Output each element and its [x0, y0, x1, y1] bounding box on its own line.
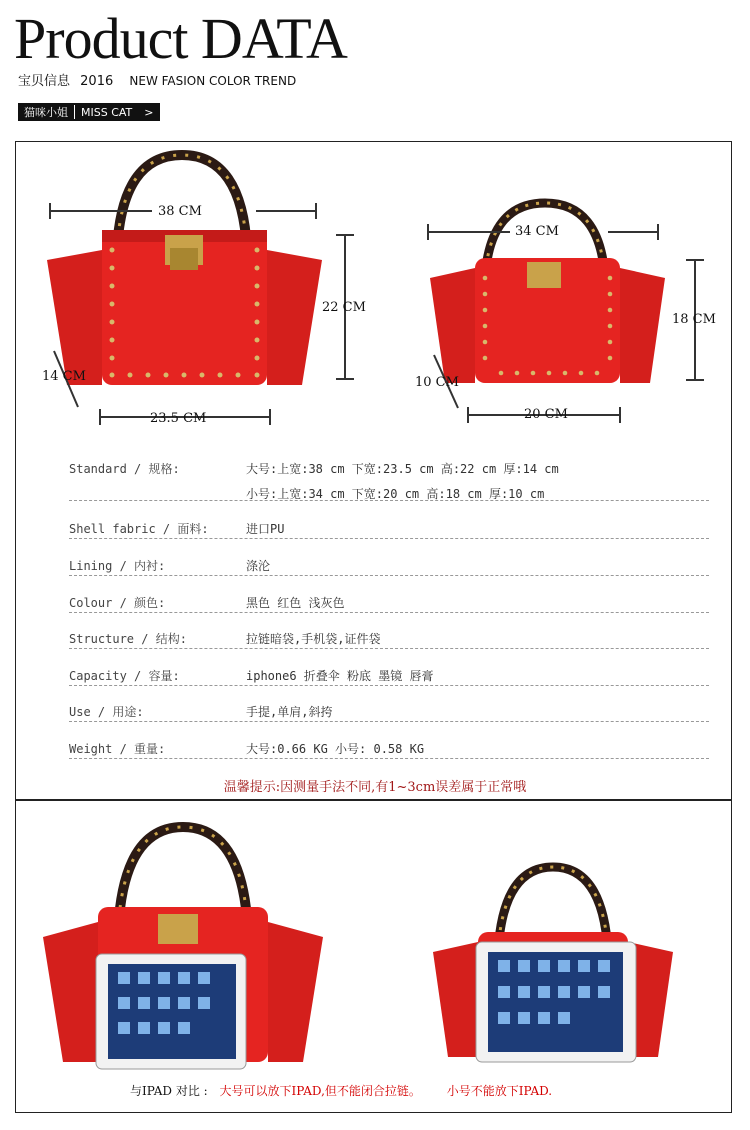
large-height-label: 22 CM	[322, 300, 366, 315]
large-width-label: 38 CM	[158, 204, 202, 219]
spec-row-colour	[69, 594, 709, 613]
subtitle-en: NEW FASION COLOR TREND	[129, 74, 297, 88]
ipad-comparison-note	[130, 1082, 552, 1099]
spec-value: 涤沦	[246, 559, 271, 573]
spec-label: Use / 用途:	[69, 705, 144, 719]
spec-label: Lining / 内衬:	[69, 559, 166, 573]
large-bag-ipad-image	[38, 822, 328, 1072]
spec-value: 大号:上宽:38 cm 下宽:23.5 cm 高:22 cm 厚:14 cm	[246, 462, 559, 476]
ipad-note-large: 大号可以放下IPAD,但不能闭合拉链。	[219, 1084, 421, 1098]
large-base-label: 23.5 CM	[150, 411, 207, 426]
spec-row-fabric	[69, 520, 709, 539]
spec-label: Shell fabric / 面料:	[69, 522, 209, 536]
spec-value: iphone6 折叠伞 粉底 墨镜 唇膏	[246, 669, 434, 683]
small-base-label: 20 CM	[524, 407, 568, 422]
spec-label: Capacity / 容量:	[69, 669, 180, 683]
spec-row-weight	[69, 740, 709, 759]
spec-value: 拉链暗袋,手机袋,证件袋	[246, 632, 381, 646]
spec-label: Structure / 结构:	[69, 632, 187, 646]
subtitle-cn: 宝贝信息	[18, 74, 71, 89]
spec-row-capacity	[69, 667, 709, 686]
large-bag-dimension-lines	[40, 195, 330, 435]
spec-row-structure	[69, 630, 709, 649]
subtitle-year: 2016	[80, 74, 114, 89]
small-depth-label: 10 CM	[415, 375, 459, 390]
measurement-notice: 温馨提示:因测量手法不同,有1~3cm误差属于正常哦	[223, 780, 527, 795]
chevron-right-icon: >	[144, 105, 154, 119]
spec-value-small: 小号:上宽:34 cm 下宽:20 cm 高:18 cm 厚:10 cm	[246, 487, 545, 501]
spec-value: 黑色 红色 浅灰色	[246, 596, 345, 610]
small-width-label: 34 CM	[515, 224, 559, 239]
small-bag-ipad-image	[428, 862, 678, 1072]
spec-row-use	[69, 703, 709, 722]
brand-en: MISS CAT	[81, 105, 133, 119]
spec-label: Weight / 重量:	[69, 742, 166, 756]
brand-tag[interactable]	[18, 103, 160, 121]
spec-label: Standard / 规格:	[69, 462, 180, 476]
small-height-label: 18 CM	[672, 312, 716, 327]
spec-row-standard	[69, 458, 709, 501]
brand-cn: 猫咪小姐	[24, 106, 68, 119]
spec-value: 进口PU	[246, 522, 285, 536]
ipad-note-small: 小号不能放下IPAD.	[446, 1084, 553, 1098]
spec-value: 手提,单肩,斜挎	[246, 705, 333, 719]
large-depth-label: 14 CM	[42, 369, 86, 384]
spec-value: 大号:0.66 KG 小号: 0.58 KG	[246, 742, 425, 756]
spec-label: Colour / 颜色:	[69, 596, 166, 610]
spec-row-lining	[69, 557, 709, 576]
subtitle	[18, 70, 296, 89]
page-title: Product DATA	[14, 6, 347, 71]
ipad-note-prefix: 与IPAD 对比 :	[130, 1084, 208, 1098]
